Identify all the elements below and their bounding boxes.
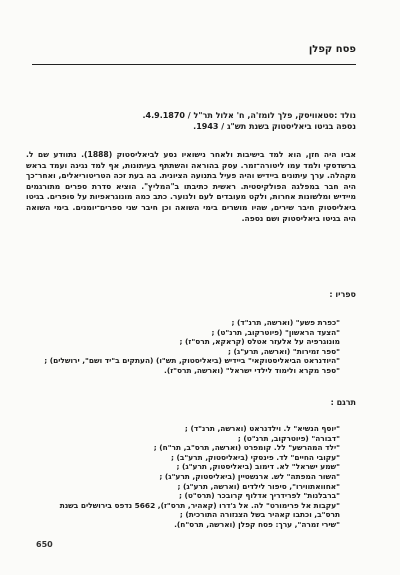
works-list [20,318,340,376]
works-item: "ספר מקרא ולימוד לילדי ישראל" (וארשה, תרס"ז). [164,365,340,375]
translations-item: "השור המפתה" לש. ארנשטיין (ביאליסטוק, תרע"ג) ; [159,471,340,481]
translations-item: "עקבות אל פרימורט" לה. אל ג'דרו (קאהיר, תרס"ז), 5662 נדפס בירושלים בשנת [59,500,340,510]
works-heading: ספריו : [329,290,356,299]
death-line: נספה בגיטו ביאליסטוק בשנת תש"ג / 1943. [193,122,356,131]
translations-item: "ברבלנות" לפרידריך אדלוף קרובכר (תרס"ט) ; [178,491,340,501]
translations-heading: תרגם : [330,398,356,407]
page-number: 650 [36,540,53,549]
translations-list [20,424,340,530]
translations-item: "שירי זמרה", ערך: פסח קפלן (וארשה, תרס"ח). [174,519,340,529]
translations-item: תרס"ב, וכתבו קאהיר בשל הצנזורה התורכית) ; [179,510,340,520]
translations-item: "יוסף הנשיא" ל. וילדנראט (וארשה, תרנ"ד) ; [184,424,340,433]
biography [26,150,356,224]
biography-text: אביו היה חזן, הוא למד בישיבות ולאחר נישואיו נסע לביאליסטוק (1888). נתוודע שם ל. ברשדסקי ולמד עמו ליטורה־זמר. עסק בהוראה והשתתף בעיתונות, אף למד נגינה ועמד בראש מקהלה. ערך עיתונים ביידיש והיה פעיל בתנועה הציונית. בה בעת זכה הטריטוריאלים, ואחר־כך היה חבר במפלגה הפולקיסטית. ראשית כתיבתו ב"המליץ". הוציא סדרת ספרים מתורגמים מיידיש ומלשונות אחרות, ולקט מעובדים לעם ולנוער. כתב כמה מונוגראפיות על סופרים. בגיטו ביאליסטוק חיבר שירים, שהיו מושרים בימי השואה וכן חיבר שני ספרים־יומנים. בימי השואה היה בגיטו ביאליסטוק ושם נספה. [26,150,356,223]
translations-item: "ילד המהרשע" לל. קומפרט (וארשה, תרס"ב, תר"ח) ; [153,443,340,453]
birth-line: נולד :סטאוויסק, פלך לומז'ה, ח' אלול תר"ל / 4.9.1870. [142,111,356,120]
translations-item: "עקובי החיים" לד. פינסקי (ביאליסטוק, תרע"ב) ; [170,452,340,462]
works-item: "הצעד הראשון" (פיוטרקוב, תרנ"ט) ; [211,327,340,337]
works-item: "כפרת פשע" (וארשה, תרנ"ד) ; [231,318,340,327]
works-item: "היודנראט הביאליסטוקאי" ביידיש (ביאליסטוק, תש"ו) (העתקים ב"יד ושם", ירושלים) ; [44,356,340,366]
title-underline [32,64,356,65]
page-title: פסח קפלן [308,44,356,55]
works-item: "ספר זמירות" (וארשה, תרע"ג) ; [228,346,340,356]
translations-item: "שמע ישראל" לא. דימוב (ביאליסטוק, תרע"ג) ; [176,462,340,472]
works-item: מונוגרפיה על אלעזר אטלס (קראקא, תרס"ז) ; [179,337,340,347]
translations-item: "דבורה" (פיוטרקוב, תרנ"ט) ; [237,433,340,443]
birth-info [26,110,356,132]
translations-item: "אחוואתווירו", סיפור לילדים (וארשה, תרע"ג) ; [177,481,340,491]
